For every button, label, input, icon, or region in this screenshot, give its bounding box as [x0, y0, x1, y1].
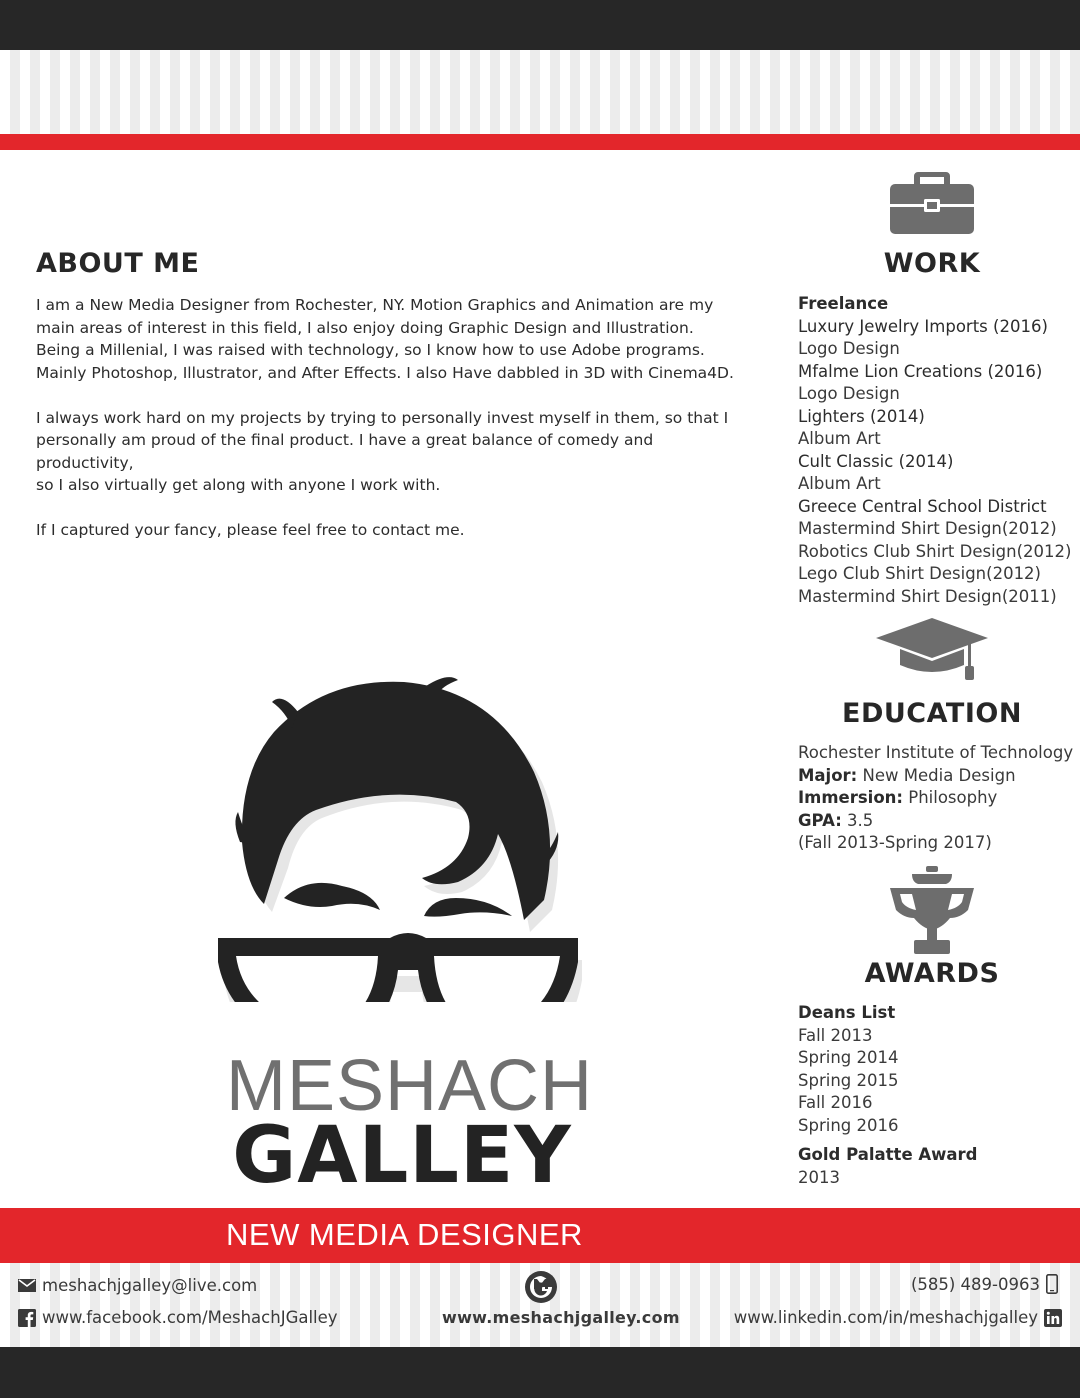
work-item: Luxury Jewelry Imports (2016) [798, 316, 1048, 336]
education-dates: (Fall 2013-Spring 2017) [798, 833, 992, 852]
linkedin-contact[interactable] [734, 1308, 1062, 1327]
bottom-dark-bar [0, 1347, 1080, 1398]
school-item: Mastermind Shirt Design(2011) [798, 586, 1057, 606]
linkedin-icon [1044, 1309, 1062, 1327]
deans-term: Spring 2015 [798, 1070, 899, 1090]
work-role: Logo Design [798, 384, 900, 403]
work-role: Album Art [798, 474, 881, 493]
portrait-illustration [212, 672, 584, 1002]
school-item: Robotics Club Shirt Design(2012) [798, 541, 1072, 561]
about-line: I always work hard on my projects by trying to personally invest myself in them, so that I [36, 408, 729, 427]
education-school: Rochester Institute of Technology [798, 743, 1074, 762]
school-item: Lego Club Shirt Design(2012) [798, 564, 1041, 583]
facebook-contact[interactable] [18, 1308, 338, 1327]
work-list [798, 293, 1071, 608]
work-item: Cult Classic (2014) [798, 451, 954, 471]
education-immersion: Immersion: Philosophy [798, 788, 998, 807]
deans-term: Fall 2013 [798, 1025, 873, 1045]
about-line: Mainly Photoshop, Illustrator, and After Effects. I also Have dabbled in 3D with Cinema4D. [36, 363, 734, 382]
about-heading: ABOUT ME [36, 248, 200, 279]
about-line: main areas of interest in this field, I also enjoy doing Graphic Design and Illustration. [36, 318, 694, 337]
briefcase-icon [890, 168, 974, 240]
phone-icon [1046, 1274, 1058, 1294]
email-contact[interactable] [18, 1276, 257, 1295]
email-text[interactable]: meshachjgalley@live.com [42, 1276, 258, 1295]
facebook-icon [18, 1309, 36, 1327]
mail-icon [18, 1279, 36, 1292]
work-role: Album Art [798, 429, 881, 448]
work-heading: WORK [883, 248, 981, 279]
first-name: MESHACH [226, 1046, 594, 1126]
phone-text[interactable]: (585) 489-0963 [910, 1274, 1040, 1294]
gold-palatte-year: 2013 [798, 1167, 840, 1187]
role-title: NEW MEDIA DESIGNER [226, 1217, 583, 1252]
school-item: Mastermind Shirt Design(2012) [798, 519, 1057, 538]
top-stripe-band [0, 50, 1080, 134]
education-list [798, 742, 1073, 855]
facebook-text[interactable]: www.facebook.com/MeshachJGalley [42, 1308, 338, 1327]
deans-term: Spring 2014 [798, 1048, 899, 1067]
linkedin-text[interactable]: www.linkedin.com/in/meshachjgalley [733, 1308, 1038, 1327]
about-line: so I also virtually get along with anyone I work with. [36, 476, 441, 494]
website-link[interactable]: www.meshachjgalley.com [442, 1308, 680, 1327]
work-school: Greece Central School District [798, 496, 1047, 516]
graduation-cap-icon [874, 616, 990, 688]
last-name: GALLEY [232, 1111, 572, 1201]
about-body [36, 294, 746, 542]
deans-term: Spring 2016 [798, 1115, 899, 1135]
trophy-icon [890, 864, 974, 960]
about-line: Being a Millenial, I was raised with technology, so I know how to use Adobe programs. [36, 341, 705, 359]
awards-heading: AWARDS [864, 958, 1000, 989]
deans-term: Fall 2016 [798, 1093, 873, 1112]
work-item: Lighters (2014) [798, 406, 925, 426]
work-item: Mfalme Lion Creations (2016) [798, 361, 1043, 381]
about-line: personally am proud of the final product. I have a great balance of comedy and productivity, [36, 431, 654, 472]
about-line: If I captured your fancy, please feel free to contact me. [36, 521, 465, 539]
gold-palatte-label: Gold Palatte Award [798, 1145, 978, 1164]
work-role: Logo Design [798, 339, 900, 358]
mg-logo-icon [524, 1270, 558, 1308]
education-major: Major: New Media Design [798, 765, 1016, 785]
education-gpa: GPA: 3.5 [798, 810, 874, 830]
phone-contact[interactable] [911, 1274, 1058, 1294]
top-red-bar [0, 134, 1080, 150]
top-dark-bar [0, 0, 1080, 50]
awards-list [798, 1002, 977, 1189]
freelance-label: Freelance [798, 294, 889, 313]
education-heading: EDUCATION [842, 698, 1022, 729]
deans-list-label: Deans List [798, 1003, 896, 1022]
about-line: I am a New Media Designer from Rochester, NY. Motion Graphics and Animation are my [36, 296, 714, 314]
